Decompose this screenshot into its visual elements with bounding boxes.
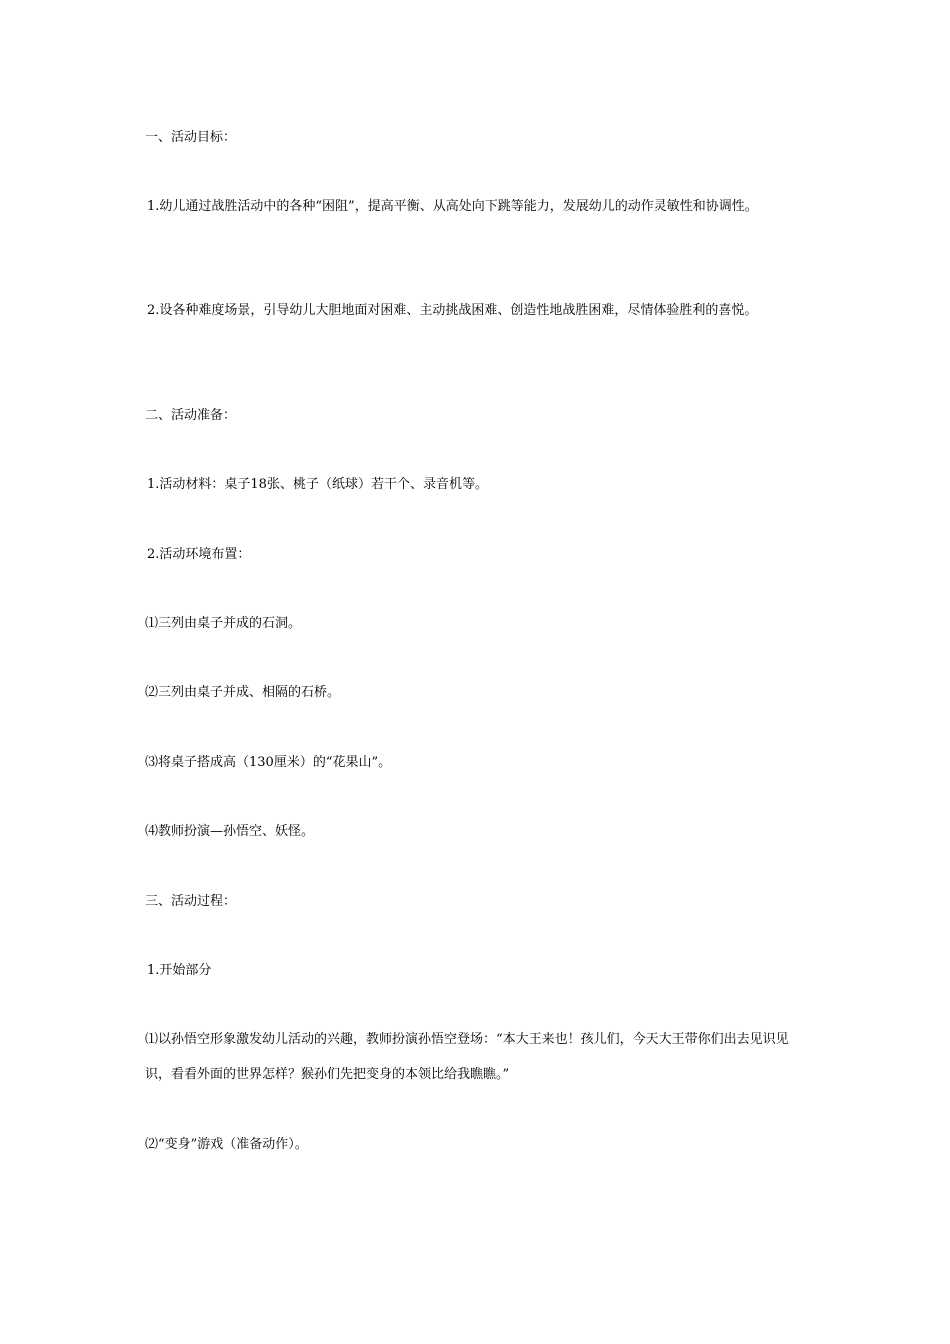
- section1-heading: 一、活动目标：: [145, 130, 237, 145]
- prep-materials: 1.活动材料：桌子18张、桃子（纸球）若干个、录音机等。: [147, 477, 488, 492]
- environment-item-4: ⑷教师扮演—孙悟空、妖怪。: [145, 824, 315, 839]
- goal-2: 2.设各种难度场景，引导幼儿大胆地面对困难、主动挑战困难、创造性地战胜困难，尽情体验胜利的喜悦。: [147, 303, 758, 318]
- environment-item-1: ⑴三列由桌子并成的石洞。: [145, 616, 302, 631]
- section3-heading: 三、活动过程：: [145, 894, 237, 909]
- environment-item-2: ⑵三列由桌子并成、相隔的石桥。: [145, 685, 341, 700]
- prep-environment: 2.活动环境布置：: [147, 547, 251, 562]
- process-step-2: ⑵“变身”游戏（准备动作）。: [145, 1137, 308, 1152]
- section2-heading: 二、活动准备：: [145, 408, 237, 423]
- goal-1: 1.幼儿通过战胜活动中的各种“困阻”，提高平衡、从高处向下跳等能力，发展幼儿的动作灵敏性和协调性。: [147, 199, 758, 214]
- process-step-1: ⑴以孙悟空形象激发幼儿活动的兴趣，教师扮演孙悟空登场：“本大王来也！孩儿们，今天大王带你们出去见识见识，看看外面的世界怎样？猴孙们先把变身的本领比给我瞧瞧。”: [145, 1032, 789, 1082]
- process-start: 1.开始部分: [147, 963, 212, 978]
- environment-item-3: ⑶将桌子搭成高（130厘米）的“花果山”。: [145, 755, 392, 770]
